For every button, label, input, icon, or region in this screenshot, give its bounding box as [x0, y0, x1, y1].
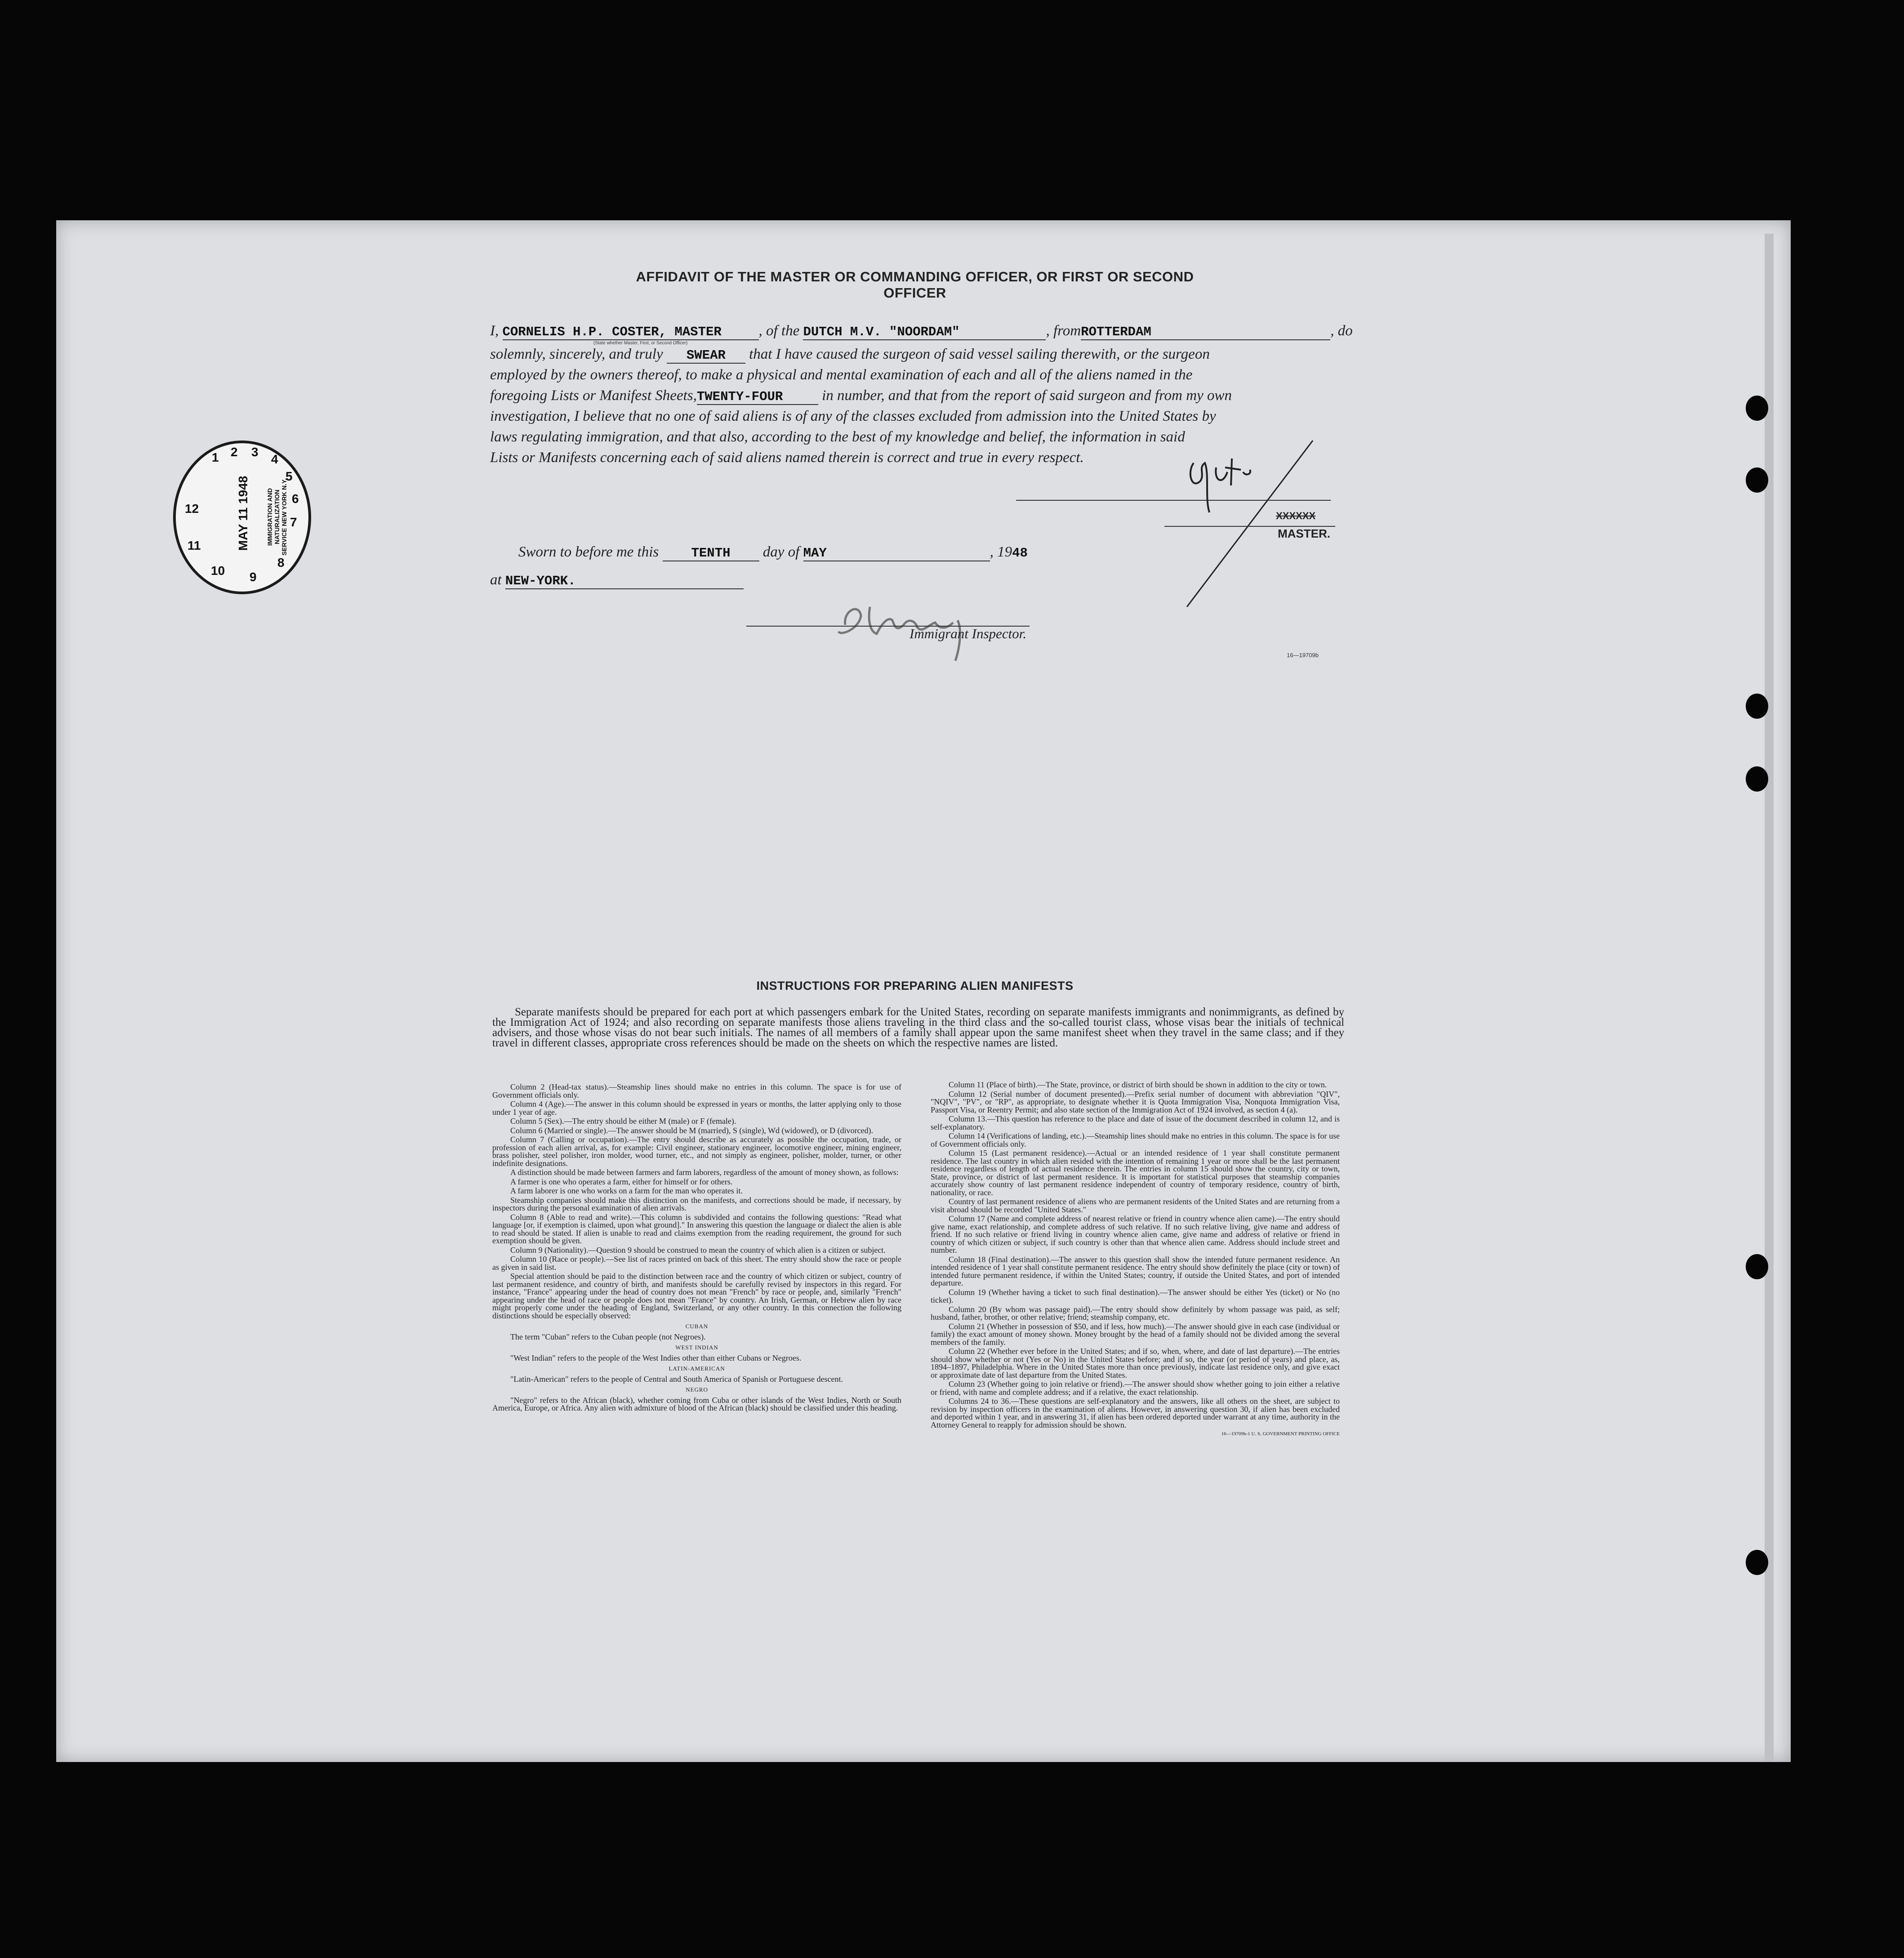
instruction-paragraph: Column 10 (Race or people).—See list of races printed on back of this sheet. The entry should show the race or people as given in said list.	[492, 1255, 901, 1272]
heading-latin-american: LATIN-AMERICAN	[669, 1365, 725, 1372]
instructions-intro: Separate manifests should be prepared for each port at which passengers embark for the United States, recording on separate manifests immigrants and nonimmigrants, as defined by the Immigration Act of 1924; and also recording on separate manifests those aliens traveling in the third class and the so-called tourist class, whose visas bear the initials of technical advisers, and those whose visas do not bear such initials. The names of all members of a family shall appear upon the same manifest sheet when they travel in the same class; and if they travel in different classes, appropriate cross references should be made on the sheets on which the respective names are listed.	[492, 1006, 1344, 1049]
instruction-paragraph: Column 4 (Age).—The answer in this column should be expressed in years or months, the latter applying only to those under 1 year of age.	[492, 1099, 901, 1117]
instruction-paragraph: Column 13.—This question has reference to the place and date of issue of the document described in column 12, and is self-explanatory.	[931, 1114, 1340, 1131]
instruction-paragraph: Steamship companies should make this distinction on the manifests, and corrections should be made, if necessary, by inspectors during the personal examination of alien arrivals.	[492, 1195, 901, 1212]
instruction-paragraph: Column 18 (Final destination).—The answer to this question shall show the intended future permanent residence. An intended residence of 1 year shall constitute permanent residence. The entry should show definitely the place (city or town) of intended future permanent residence, if within the United States; country, if outside the United States, and port of intended departure.	[931, 1255, 1340, 1287]
instruction-paragraph: Column 21 (Whether in possession of $50, and if less, how much).—The answer should give in each case (individual or family) the exact amount of money shown. Money brought by the head of a family should not be divided among the several members of the family.	[931, 1322, 1340, 1347]
binder-hole	[1746, 1550, 1768, 1575]
instruction-paragraph: Column 15 (Last permanent residence).—Actual or an intended residence of 1 year shall constitute permanent residence. The last country in which alien resided with the intention of remaining 1 year or more shall be the last permanent residence regardless of length of actual residence therein. The entries in column 15 should show the country, city or town, State, province, or district of last permanent residence. It is important for statistical purposes that steamship companies accurately show country of last permanent residence independent of country of temporary residence, country of birth, nationality, or race.	[931, 1148, 1340, 1197]
affidavit-line-1: I, CORNELIS H.P. COSTER, MASTER , of the DUTCH M.V. "NOORDAM" , fromROTTERDAM , do	[490, 323, 1353, 339]
struck-rank-word: XXXXXX	[1276, 510, 1316, 521]
instructions-left-column	[492, 1083, 901, 1414]
instruction-paragraph: Column 22 (Whether ever before in the United States; and if so, when, where, and date of last departure).—The entries should show whether or not (Yes or No) in the United States before; and if so, the year (or period of years) and place, as, 1894–1897, Philadelphia. Where in the United States more than once previously, indicate last residence only, and give exact or approximate date of last departure from the United States.	[931, 1347, 1340, 1380]
binder-hole	[1746, 694, 1768, 719]
printing-office-footer: 16—19709b-1 U. S. GOVERNMENT PRINTING OFFICE	[1221, 1431, 1340, 1437]
instruction-paragraph: Country of last permanent residence of aliens who are permanent residents of the United States and are returning from a visit abroad should be recorded "United States."	[931, 1197, 1340, 1214]
instruction-paragraph: Column 12 (Serial number of document presented).—Prefix serial number of document with abbreviation "QIV", "NQIV", "PV", or "RP", as appropriate, to designate whether it is Quota Immigration Visa, Nonquota Immigration Visa, Passport Visa, or Reentry Permit; and also state section of the Immigration Act of 1924 involved, as section 4 (a).	[931, 1089, 1340, 1114]
sworn-year: 48	[1012, 546, 1028, 561]
binder-hole	[1746, 396, 1768, 421]
text-cuban: The term "Cuban" refers to the Cuban people (not Negroes).	[510, 1332, 706, 1341]
binder-hole	[1746, 1254, 1768, 1279]
text-west-indian: "West Indian" refers to the people of the West Indies other than either Cubans or Negroes.	[510, 1353, 802, 1362]
instruction-paragraph: A farmer is one who operates a farm, either for himself or for others.	[510, 1177, 733, 1186]
place-line: at NEW-YORK.	[490, 572, 744, 589]
page-edge	[1765, 234, 1774, 1762]
vessel-name: DUTCH M.V. "NOORDAM"	[803, 325, 1046, 340]
instructions-right-column	[931, 1081, 1340, 1440]
sheet-count: TWENTY-FOUR	[697, 389, 818, 405]
affidavit-line-4: foregoing Lists or Manifest Sheets,TWENTY-FOUR in number, and that from the report of said surgeon and from my own	[490, 387, 1232, 404]
affidavit-line-2: solemnly, sincerely, and truly SWEAR that I have caused the surgeon of said vessel sailing therewith, or the surgeon	[490, 346, 1210, 363]
sworn-day: TENTH	[663, 546, 759, 561]
text-latin-american: "Latin-American" refers to the people of Central and South America of Spanish or Portuguese descent.	[510, 1374, 843, 1384]
binder-hole	[1746, 467, 1768, 493]
instruction-paragraph: Column 17 (Name and complete address of nearest relative or friend in country whence alien came).—The entry should give name, exact relationship, and complete address of such relative. If no such relative living, give name and address of friend. If no such relative or friend living in country whence alien came, give name and address of relative or friend in country of which citizen or subject, if such country is other than that whence alien came. Address should include street and number.	[931, 1214, 1340, 1255]
affidavit-title: AFFIDAVIT OF THE MASTER OR COMMANDING OFFICER, OR FIRST OR SECOND OFFICER	[636, 269, 1194, 301]
instruction-paragraph: Column 19 (Whether having a ticket to such final destination).—The answer should be either Yes (ticket) or No (no ticket).	[931, 1287, 1340, 1304]
text-negro: "Negro" refers to the African (black), whether coming from Cuba or other islands of the West Indies, North or South America, Europe, or Africa. Any alien with admixture of blood of the African (black) should be classified under this heading.	[492, 1395, 901, 1412]
instruction-paragraph: Column 23 (Whether going to join relative or friend).—The answer should show whether going to join either a relative or friend, with name and complete address; and if a relative, the exact relationship.	[931, 1380, 1340, 1397]
instruction-paragraph: Column 20 (By whom was passage paid).—The entry should show definitely by whom passage was paid, as self; husband, father, brother, or other relative; friend; steamship company, etc.	[931, 1304, 1340, 1322]
instruction-paragraph: A farm laborer is one who works on a farm for the man who operates it.	[510, 1186, 743, 1195]
instruction-paragraph: A distinction should be made between farmers and farm laborers, regardless of the amount of money shown, as follows:	[510, 1168, 899, 1177]
instruction-paragraph: Special attention should be paid to the distinction between race and the country of which citizen or subject, country of last permanent residence, and country of birth, and manifests should be carefully revised by inspectors in this regard. For instance, "France" appearing under the head of country does not mean "French" by race or people, and, similarly "French" appearing under the head of race or people does not mean "France" by country. An Irish, German, or Hebrew alien by race might properly come under the heading of England, Switzerland, or any other country. In this connection the following distinctions should be especially observed:	[492, 1272, 901, 1320]
affidavit-line-6: laws regulating immigration, and that also, according to the best of my knowledge and belief, the information in said	[490, 429, 1185, 445]
instruction-paragraph: Column 11 (Place of birth).—The State, province, or district of birth should be shown in addition to the city or town.	[949, 1080, 1327, 1089]
sworn-month: MAY	[803, 546, 990, 561]
instruction-paragraph: Column 6 (Married or single).—The answer should be M (married), S (single), Wd (widowed), or D (divorced).	[510, 1126, 873, 1135]
instruction-paragraph: Column 9 (Nationality).—Question 9 should be construed to mean the country of which alien is a citizen or subject.	[510, 1245, 886, 1255]
oath-word: SWEAR	[667, 348, 745, 364]
instruction-paragraph: Column 14 (Verifications of landing, etc.).—Steamship lines should make no entries in this column. The space is for use of Government officials only.	[931, 1131, 1340, 1148]
affidavit-line-3: employed by the owners thereof, to make a physical and mental examination of each and all of the aliens named in the	[490, 367, 1193, 383]
instruction-paragraph: Columns 24 to 36.—These questions are self-explanatory and the answers, like all others on the sheet, are subject to revision by inspection officers in the examination of aliens. However, in answering question 30, if alien has been excluded and deported within 1 year, and in answering 31, if alien has been ordered deported under warrant at any time, authority in the Attorney General to reapply for admission should be shown.	[931, 1397, 1340, 1429]
inspector-label: Immigrant Inspector.	[910, 626, 1027, 641]
instruction-paragraph: Column 5 (Sex).—The entry should be either M (male) or F (female).	[510, 1117, 736, 1126]
affidavit-line-5: investigation, I believe that no one of said aliens is of any of the classes excluded from admission into the United States by	[490, 408, 1216, 424]
departure-port: ROTTERDAM	[1081, 325, 1330, 340]
instruction-paragraph: Column 7 (Calling or occupation).—The entry should describe as accurately as possible the occupation, trade, or profession of each alien arrival, as, for example: Civil engineer, stationary engineer, locomotive engineer, mining engineer, brass polisher, steel polisher, iron molder, wood turner, etc., and not simply as engineer, polisher, molder, turner, or other indefinite designations.	[492, 1135, 901, 1168]
sworn-line: Sworn to before me this TENTH day of MAY , 1948	[518, 544, 1028, 561]
heading-negro: NEGRO	[686, 1386, 708, 1393]
sworn-place: NEW-YORK.	[505, 574, 744, 589]
rank-note: (State whether Master, First, or Second Officer)	[593, 341, 688, 346]
form-number: 16—19709b	[1287, 652, 1319, 659]
instructions-title: INSTRUCTIONS FOR PREPARING ALIEN MANIFESTS	[756, 979, 1074, 992]
instruction-paragraph: Column 8 (Able to read and write).—This column is subdivided and contains the following questions: "Read what language [or, if exemption is claimed, upon what ground]." In answering this question the language or dialect the alien is able to read should be stated. If alien is unable to read and claims exemption from the reading requirement, the ground for such exemption should be given.	[492, 1212, 901, 1245]
officer-name: CORNELIS H.P. COSTER, MASTER	[503, 325, 759, 340]
heading-cuban: CUBAN	[685, 1323, 709, 1330]
heading-west-indian: WEST INDIAN	[675, 1344, 718, 1351]
affidavit-line-7: Lists or Manifests concerning each of said aliens named therein is correct and true in every respect.	[490, 449, 1084, 466]
rank-label: MASTER.	[1278, 527, 1330, 540]
immigration-stamp: 1 2 3 4 5 6 7 8 9 10 11 12 MAY 11 1948 IMMIGRATION AND NATURALIZATION SERVICE NEW YORK N.Y.	[173, 441, 311, 594]
stamp-date: MAY 11 1948	[236, 476, 250, 551]
instruction-paragraph: Column 2 (Head-tax status).—Steamship lines should make no entries in this column. The space is for use of Government officials only.	[492, 1082, 901, 1099]
binder-hole	[1746, 766, 1768, 792]
stamp-text: IMMIGRATION AND NATURALIZATION SERVICE NEW YORK N.Y.	[266, 478, 288, 556]
